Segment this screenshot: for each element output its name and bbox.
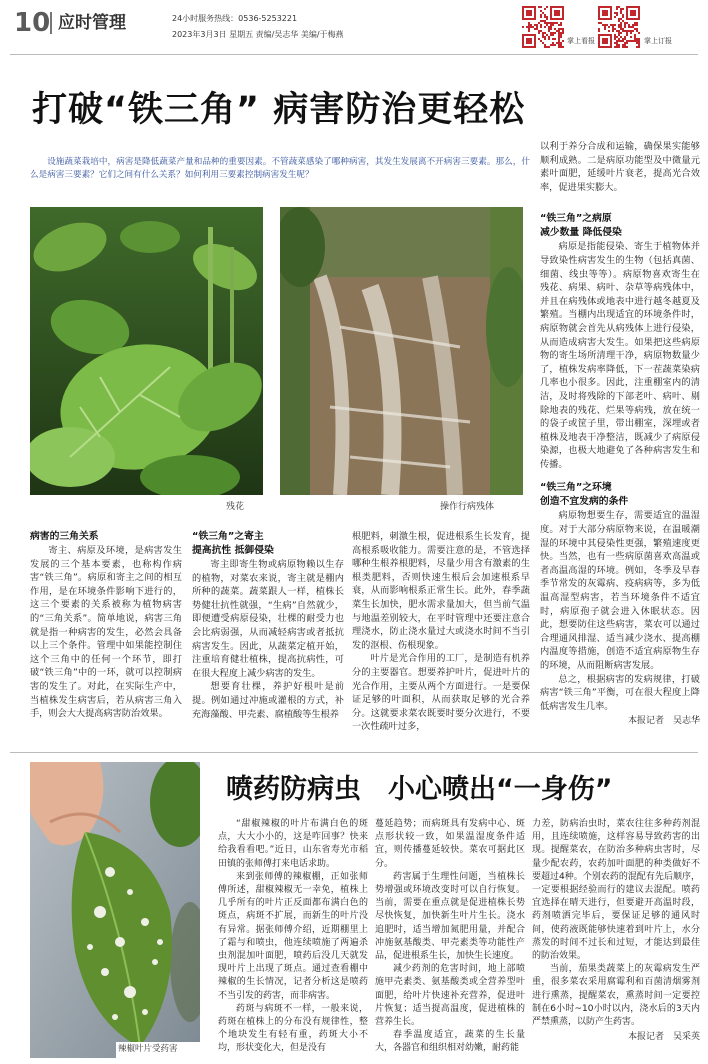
subheading-host-2: 提高抗性 抵御侵染 <box>192 545 274 556</box>
column-host-continued <box>352 530 530 735</box>
byline-article2: 本报记者 吴采英 <box>627 1032 700 1043</box>
column-right <box>540 140 700 730</box>
paragraph: 当前，茄果类蔬菜上的灰霉病发生严重，很多菜农采用腐霉利和百菌清烟雾剂进行熏蒸，提醒菜农，熏蒸时间一定要控制在6小时~10小时以内，浇水后的3天内严禁熏蒸，以防产生药害。 <box>532 964 700 1028</box>
paragraph: 蔓延趋势；而病斑具有发病中心、斑点形状较一致，如果温湿度条件适宜，则传播蔓延较快。菜农可据此区分。 <box>375 819 525 869</box>
photo-caption-2: 操作行病残体 <box>440 502 495 512</box>
spacer <box>540 194 700 212</box>
paragraph: “甜椒辣椒的叶片布满白色的斑点，大大小小的，这是咋回事？快来给我看看吧。”近日，山东省寿光市稻田镇的张师傅打来电话求助。 <box>218 819 368 869</box>
subheading-host-1: “铁三角”之寄主 <box>192 531 264 542</box>
qr-code-read[interactable] <box>522 6 564 48</box>
column-triangle <box>30 530 182 735</box>
main-headline: 打破“铁三角” 病害防治更轻松 <box>32 90 526 130</box>
column-b <box>375 818 525 1060</box>
column-c <box>532 818 700 1060</box>
paragraph: 想要育壮棵，养护好根叶是前提。例如通过冲施或灌根的方式，补充海藻酸、甲壳素、腐植酸等生根养 <box>192 681 344 720</box>
photo-caption-pepper: 辣椒叶片受药害 <box>118 1044 178 1054</box>
subheading-pathogen-1: “铁三角”之病原 <box>540 213 612 225</box>
page-number: 10 <box>14 8 51 38</box>
paragraph: 寄主即寄生物或病原物赖以生存的植物，对菜农来说，寄主就是棚内所种的蔬菜。蔬菜跟人一样，植株长势健壮抗性就强，“生病”自然就少，即便遭受病原侵染，壮棵的耐受力也会比病弱强，从而减轻病害或者抵抗病害发生。因此，从蔬菜定植开始，注重培育健壮植株，提高抗病性，可在很大程度上减少病害的发生。 <box>192 559 344 679</box>
paragraph: 药斑与病斑不一样，一般来说，药斑在植株上的分布没有规律性，整个地块发生有轻有重，药斑大小不均，形状变化大，但是没有 <box>218 1003 368 1054</box>
header-divider <box>10 54 698 55</box>
paragraph: 力差，防病治虫时，菜农往往多种药剂混用，且连续喷施，这样容易导致药害的出现。提醒菜农，在防治多种病虫害时，尽量少配农药，农药加叶面肥的种类做好不要超过4种。个别农药的混配有先后顺序，一定要根据经验而行的建议去混配。喷药宜选择在晴天进行，但要避开高温时段，药剂喷洒完毕后，要保证足够的通风时间，使药液既能够快速着到叶片上，水分蒸发的时间不过长和过短，才能达到最佳的防治效果。 <box>532 819 700 962</box>
photo-pepper-leaf <box>30 762 200 1058</box>
byline-article1: 本报记者 吴志华 <box>627 716 700 727</box>
paragraph: 病原物想要生存，需要适宜的温湿度。对于大部分病原物来说，在温暖潮湿的环境中其侵染性更强，繁殖速度更快。当然，也有一些病原菌喜欢高温或者高温高湿的环境。例如，冬季及早春季节常发的灰霉病、疫病病等，多为低温高湿型病害，若当环境条件不适宜时，病原孢子就会进入休眠状态。因此，想要防住这些病害，菜农可以通过合理通风排湿、适当减少浇水、提高棚内温度等措施，创造不适宜病原物生存的环境，从而阻断病害发展。 <box>540 510 700 671</box>
article-intro: 设施蔬菜栽培中，病害是降低蔬菜产量和品种的重要因素。不管蔬菜感染了哪种病害，其发生发展离不开病害三要素。那么，什么是病害三要素？它们之间有什么关系？如何利用三要素控制病害发生呢？ <box>30 157 530 180</box>
subheading-pathogen-2: 减少数量 降低侵染 <box>540 227 622 239</box>
section-title: 应时管理 <box>50 12 126 34</box>
column-host <box>192 530 344 735</box>
photo-caption-1: 残花 <box>226 502 245 512</box>
paragraph: 药害属于生理性问题，当植株长势增强或环境改变时可以自行恢复。当前，需要在重点就是促进植株长势尽快恢复，加快新生叶片生长。浇水追肥时，适当增加氮肥用量，并配合冲施氨基酸类、甲壳素类等功能性产品，促进根系生长，加快生长速度。 <box>375 871 525 962</box>
second-headline: 喷药防病虫 小心喷出“一身伤” <box>226 774 613 805</box>
paragraph: 根肥料，刺激生根，促进根系生长发育，提高根系吸收能力。需要注意的是，不管选择哪种生根养根肥料，尽量少用含有激素的生根类肥料，否则快速生根后会加速根系早衰，从而影响根系正常生长。此外，春季蔬菜生长加快，肥水需求量加大，但当前气温与地温差别较大，在平时管理中还要注意合理浇水，防止浇水量过大或浇水时间不当引发的沤根、伤根现象。 <box>352 531 530 651</box>
paragraph: 总之，根据病害的发病规律，打破病害“铁三角”平衡，可在很大程度上降低病害发生几率。 <box>540 673 700 712</box>
qr-code-subscribe[interactable] <box>598 6 640 48</box>
subheading-environment-1: “铁三角”之环境 <box>540 482 612 494</box>
article-divider <box>10 752 698 753</box>
subheading-triangle: 病害的三角关系 <box>30 531 99 542</box>
crop-debris-image <box>280 207 523 495</box>
paragraph: 寄主、病原及环境，是病害发生发展的三个基本要素，也称构作病害“铁三角”。病原和寄主之间的相互作用，是在环境条件影响下进行的，这三个要素的关系被称为植物病害的“三角关系”。简单地说，病害三角就是指一种病害的发生，必然会具备以上三个条件。管理中如果能控制住这个三角中的任何一个环节，即打破“铁三角”中的一环，就可以控制病害的发生了。对此，在实际生产中，当植株发生病害后，若从病害三角入手，则会大大提高病害防治效果。 <box>30 545 182 720</box>
qr-label-subscribe: 掌上订报 <box>644 37 672 45</box>
paragraph: 来到张师傅的辣椒棚，正如张师傅所述，甜椒辣椒无一幸免，植株上几乎所有的叶片正反面都布满白色的斑点，病斑不扩展，而新生的叶片没有异常。据张师傅介绍，近期棚里上了霜与和喷虫，他连续喷施了两遍杀虫剂混加叶面肥，喷药后没几天就发现叶片上出现了斑点。通过查看棚中辣椒的生长情况，记者分析这是喷药不当引发的药害，而非病害。 <box>218 871 368 1001</box>
photo-bean-plants <box>30 207 263 495</box>
column-a <box>218 818 368 1060</box>
bean-plants-image <box>30 207 263 495</box>
paragraph: 病原是指能侵染、寄生于植物体并导致染性病害发生的生物（包括真菌、细菌、线虫等等）。病原物喜欢寄生在残花、病果、病叶、杂草等病残体中，并且在病残体或地表中进行越冬越夏及繁殖。当棚内出现适宜的环境条件时，病原物就会首先从病残体上进行侵染，从而造成病害大发生。如果把这些病原物的寄生场所清理干净，病原物数量少了，植株发病率降低，下一茬蔬菜染病几率也小很多。因此，注重棚室内的清洁，及时将残除的下部老叶、病叶、剔除地表的残花、烂果等病残，放在统一的袋子或筐子里，带出棚室，深埋或者植株及地表干净整洁，既减少了病原侵染源，也极大地避免了各种病害发生和传播。 <box>540 241 700 470</box>
paragraph: 以利于养分合成和运输，确保果实能够顺利成熟。二是病原功能型及中微量元素叶面肥，延缓叶片衰老，提高光合效率，促进果实膨大。 <box>540 141 700 193</box>
issue-dateline: 2023年3月3日 星期五 责编/吴志华 美编/于梅燕 <box>172 30 344 39</box>
photo-crop-debris <box>280 207 523 495</box>
qr-label-read: 掌上看报 <box>567 37 595 45</box>
paragraph: 减少药剂的危害时间，地上部喷施甲壳素类、氨基酸类或全营养型叶面肥，给叶片快速补充营养，促进叶片恢复；适当提高温度，促进植株的营养生长。 <box>375 964 525 1028</box>
spacer <box>540 471 700 481</box>
paragraph: 叶片是光合作用的工厂，是制造有机养分的主要器官。想要养护叶片，促进叶片的光合作用，主要从两个方面进行。一是要保证足够的叶面积，从而获取足够的光合养分。这就要求菜农既要时要分次进行，不要一次性疏叶过多， <box>352 653 530 733</box>
paragraph: 春季温度适宜，蔬菜的生长量大，各器官和组织相对幼嫩，耐药能 <box>375 1030 525 1054</box>
subheading-environment-2: 创造不宜发病的条件 <box>540 496 629 508</box>
service-hotline: 24小时服务热线：0536-5253221 <box>172 14 298 23</box>
pepper-leaf-image <box>30 762 200 1058</box>
